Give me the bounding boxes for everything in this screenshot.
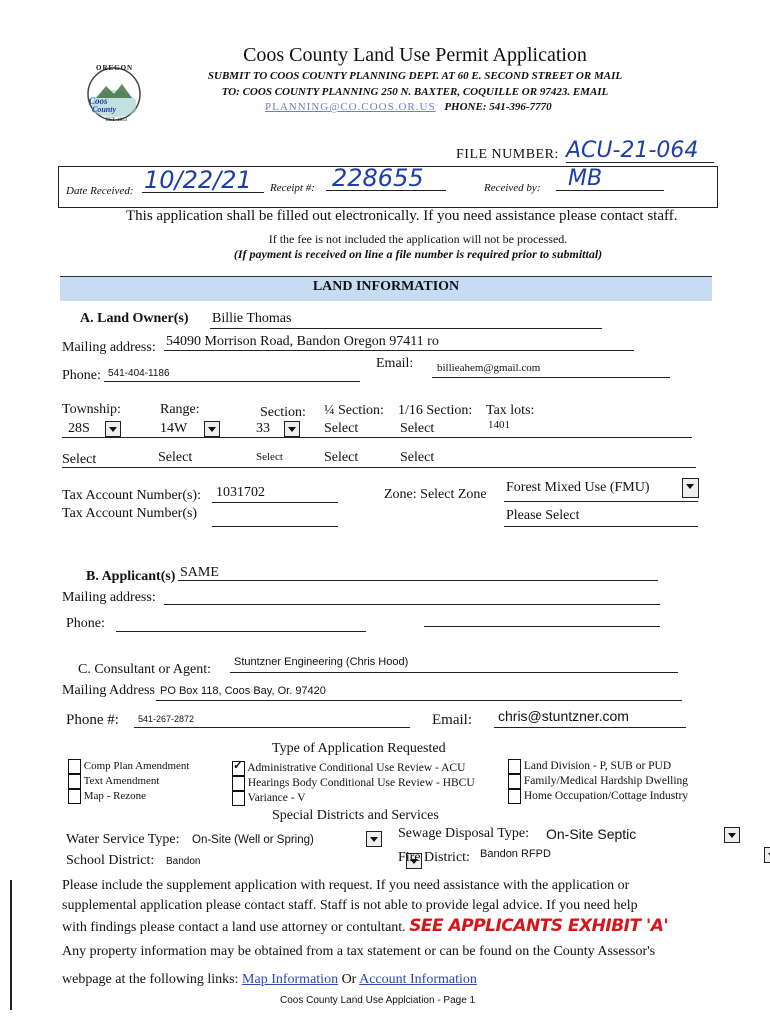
checkbox-home-occupation[interactable] bbox=[508, 789, 521, 804]
date-received-label: Date Received: bbox=[66, 185, 134, 197]
checkbox-row[interactable] bbox=[232, 776, 475, 791]
assessor-links-line bbox=[62, 972, 477, 988]
checkbox-label: Variance - V bbox=[247, 792, 306, 805]
checkbox-label: Hearings Body Conditional Use Review - HBCU bbox=[247, 777, 475, 790]
checkbox-text-amendment[interactable] bbox=[68, 774, 81, 789]
row2-select-c[interactable]: Select bbox=[256, 451, 283, 463]
email-label: Email: bbox=[376, 356, 414, 371]
districts-heading: Special Districts and Services bbox=[272, 808, 439, 823]
checkbox-row[interactable] bbox=[232, 791, 475, 806]
section-dropdown-icon[interactable] bbox=[284, 421, 300, 437]
checkbox-label: Map - Rezone bbox=[83, 790, 147, 803]
quarter-section-select[interactable]: Select bbox=[324, 421, 359, 436]
range-label: Range: bbox=[160, 402, 200, 417]
zone-value-2[interactable]: Please Select bbox=[506, 508, 580, 523]
seal-mid-text-1: Coos bbox=[89, 96, 108, 106]
seal-bottom-text: EST. 1853 bbox=[106, 118, 128, 123]
page-footer: Coos County Land Use Applciation - Page 1 bbox=[280, 995, 476, 1006]
header-line-1: SUBMIT TO COOS COUNTY PLANNING DEPT. AT 60 E. SECOND STREET OR MAIL bbox=[207, 70, 623, 82]
scan-edge-line bbox=[10, 880, 12, 1010]
seal-mid-text-2: County bbox=[92, 105, 117, 114]
section-select[interactable] bbox=[256, 421, 300, 437]
instructions-line-2: supplemental application please contact staff. Staff is not able to provide legal advice. If you need help bbox=[62, 898, 638, 913]
receipt-value: 228655 bbox=[332, 164, 424, 192]
applicant-mailing-label: Mailing address: bbox=[62, 590, 156, 605]
fire-district-dropdown-icon[interactable] bbox=[764, 847, 770, 863]
tax-account-line-1 bbox=[212, 502, 338, 503]
notice-payment: (If payment is received on line a file number is required prior to submittal) bbox=[233, 247, 603, 261]
quarter-section-label: ¼ Section: bbox=[324, 403, 384, 418]
links-prefix: webpage at the following links: bbox=[62, 972, 239, 987]
applicant-phone-label: Phone: bbox=[66, 616, 105, 631]
checkbox-label: Home Occupation/Cottage Industry bbox=[523, 790, 689, 803]
school-district-value[interactable]: Bandon bbox=[166, 856, 201, 867]
checkbox-label: Administrative Conditional Use Review - ACU bbox=[247, 762, 466, 775]
section-value: 33 bbox=[256, 421, 270, 437]
applicant-label: B. Applicant(s) bbox=[86, 569, 176, 584]
mailing-label: Mailing address: bbox=[62, 340, 156, 355]
checkbox-row[interactable] bbox=[68, 789, 189, 804]
sewage-label: Sewage Disposal Type: bbox=[398, 826, 529, 841]
file-number-value: ACU-21-064 bbox=[566, 138, 699, 163]
checkbox-hbcu[interactable] bbox=[232, 776, 245, 791]
checkbox-hardship-dwelling[interactable] bbox=[508, 774, 521, 789]
mailing-value[interactable]: 54090 Morrison Road, Bandon Oregon 97411 ro bbox=[166, 334, 439, 349]
header-line-2: TO: COOS COUNTY PLANNING 250 N. BAXTER, COQUILLE OR 97423. EMAIL bbox=[221, 86, 609, 98]
applicant-line bbox=[178, 580, 658, 581]
received-by-line bbox=[556, 190, 664, 191]
consultant-line bbox=[230, 672, 678, 673]
consultant-phone-line bbox=[134, 727, 410, 728]
tax-lot-value[interactable]: 1401 bbox=[488, 419, 510, 431]
township-dropdown-icon[interactable] bbox=[105, 421, 121, 437]
received-by-label: Received by: bbox=[484, 182, 541, 194]
land-owner-value[interactable]: Billie Thomas bbox=[212, 311, 292, 326]
range-dropdown-icon[interactable] bbox=[204, 421, 220, 437]
seal-top-text: OREGON bbox=[96, 64, 134, 72]
consultant-email-line bbox=[494, 727, 686, 728]
water-service-label: Water Service Type: bbox=[66, 832, 180, 847]
applicant-phone-line bbox=[116, 631, 366, 632]
app-type-heading: Type of Application Requested bbox=[272, 741, 446, 756]
phone-line bbox=[104, 381, 360, 382]
water-service-value[interactable]: On-Site (Well or Spring) bbox=[192, 834, 314, 846]
email-line bbox=[432, 377, 670, 378]
consultant-mailing-line bbox=[156, 700, 682, 701]
checkbox-label: Text Amendment bbox=[83, 775, 160, 788]
tax-lots-label: Tax lots: bbox=[486, 403, 535, 418]
instructions-paragraph bbox=[62, 876, 762, 938]
consultant-phone-label: Phone #: bbox=[66, 712, 119, 728]
instructions-line-1: Please include the supplement application with request. If you need assistance with the application or bbox=[62, 878, 630, 893]
header-phone: PHONE: 541-396-7770 bbox=[444, 101, 552, 113]
land-owner-line bbox=[210, 328, 602, 329]
fire-district-label: Fire District: bbox=[398, 850, 470, 865]
checkbox-map-rezone[interactable] bbox=[68, 789, 81, 804]
instructions-line-3: with findings please contact a land use attorney or contultant. SEE APPLICANTS EXHIBIT 'A' bbox=[62, 916, 669, 936]
consultant-label: C. Consultant or Agent: bbox=[78, 662, 211, 677]
school-district-label: School District: bbox=[66, 853, 155, 868]
consultant-mailing-label: Mailing Address bbox=[62, 683, 155, 698]
zone-value: Forest Mixed Use (FMU) bbox=[506, 480, 650, 495]
mailing-line bbox=[164, 350, 634, 351]
phone-label: Phone: bbox=[62, 368, 101, 383]
header-line-3 bbox=[265, 101, 552, 113]
email-value[interactable]: billieahem@gmail.com bbox=[437, 362, 541, 374]
water-service-dropdown-icon[interactable] bbox=[366, 831, 382, 847]
township-label: Township: bbox=[62, 402, 121, 417]
notice-fee: If the fee is not included the application will not be processed. bbox=[268, 232, 568, 246]
zone-select[interactable] bbox=[506, 480, 696, 496]
consultant-phone-value[interactable]: 541-267-2872 bbox=[138, 714, 195, 724]
tax-account-value-1[interactable]: 1031702 bbox=[216, 485, 265, 500]
row2-select-a[interactable]: Select bbox=[62, 452, 97, 467]
assessor-info-line: Any property information may be obtained from a tax statement or can be found on the County Assessor's bbox=[62, 944, 656, 959]
sewage-dropdown-icon[interactable] bbox=[724, 827, 740, 843]
row2-select-b[interactable]: Select bbox=[158, 450, 193, 465]
sixteenth-section-select[interactable]: Select bbox=[400, 421, 435, 436]
checkbox-acu[interactable] bbox=[232, 761, 245, 776]
zone-line-1 bbox=[504, 501, 698, 502]
row2-select-d[interactable]: Select bbox=[324, 450, 359, 465]
page-title: Coos County Land Use Permit Application bbox=[243, 44, 587, 66]
row2-select-e[interactable]: Select bbox=[400, 450, 435, 465]
applicant-value[interactable]: SAME bbox=[180, 565, 219, 580]
receipt-line bbox=[326, 190, 446, 191]
account-information-link[interactable]: Account Information bbox=[359, 972, 477, 987]
handwritten-exhibit-annotation: SEE APPLICANTS EXHIBIT 'A' bbox=[409, 916, 669, 936]
app-type-col-2 bbox=[232, 761, 475, 806]
tax-account-label-2: Tax Account Number(s) bbox=[62, 506, 198, 521]
checkbox-row[interactable] bbox=[508, 789, 688, 804]
sewage-value[interactable]: On-Site Septic bbox=[546, 826, 637, 842]
checkbox-label: Family/Medical Hardship Dwelling bbox=[523, 775, 689, 788]
township-select[interactable] bbox=[68, 421, 121, 437]
notice-main: This application shall be filled out electronically. If you need assistance please contact staff. bbox=[126, 208, 678, 224]
zone-label: Zone: Select Zone bbox=[384, 487, 487, 502]
zone-dropdown-icon[interactable] bbox=[682, 478, 699, 498]
date-received-line bbox=[142, 192, 264, 193]
range-select[interactable] bbox=[160, 421, 220, 437]
applicant-email-line bbox=[424, 626, 660, 627]
land-info-heading: LAND INFORMATION bbox=[312, 279, 460, 294]
receipt-label: Receipt #: bbox=[270, 182, 315, 194]
row2-line bbox=[62, 467, 696, 468]
checkbox-label: Land Division - P, SUB or PUD bbox=[523, 760, 672, 773]
consultant-email-value[interactable]: chris@stuntzner.com bbox=[498, 708, 629, 724]
checkbox-label: Comp Plan Amendment bbox=[83, 760, 190, 773]
fire-district-value[interactable]: Bandon RFPD bbox=[480, 848, 551, 860]
zone-line-2 bbox=[504, 526, 698, 527]
planning-email-link[interactable]: PLANNING@CO.COOS.OR.US bbox=[265, 101, 436, 113]
checkbox-row[interactable] bbox=[232, 761, 475, 776]
township-value: 28S bbox=[68, 421, 90, 437]
date-received-value: 10/22/21 bbox=[144, 166, 252, 194]
app-type-col-3 bbox=[508, 759, 688, 804]
range-value: 14W bbox=[160, 421, 187, 437]
file-number-line bbox=[566, 162, 714, 163]
land-owner-label: A. Land Owner(s) bbox=[80, 311, 189, 326]
applicant-mailing-line bbox=[164, 604, 660, 605]
phone-value[interactable]: 541-404-1186 bbox=[108, 368, 170, 379]
checkbox-row[interactable] bbox=[508, 759, 688, 774]
map-information-link[interactable]: Map Information bbox=[242, 972, 339, 987]
section-label: Section: bbox=[260, 405, 306, 420]
app-type-col-1 bbox=[68, 759, 189, 804]
checkbox-variance[interactable] bbox=[232, 791, 245, 806]
checkbox-land-division[interactable] bbox=[508, 759, 521, 774]
file-number-label: FILE NUMBER: bbox=[456, 147, 559, 162]
consultant-email-label: Email: bbox=[432, 712, 472, 728]
checkbox-row[interactable] bbox=[68, 774, 189, 789]
township-row-line bbox=[62, 437, 692, 438]
sixteenth-section-label: 1/16 Section: bbox=[398, 403, 473, 418]
checkbox-row[interactable] bbox=[508, 774, 688, 789]
links-or: Or bbox=[341, 972, 357, 987]
checkbox-row[interactable] bbox=[68, 759, 189, 774]
received-by-value: MB bbox=[568, 166, 603, 191]
consultant-value[interactable]: Stuntzner Engineering (Chris Hood) bbox=[234, 656, 409, 668]
consultant-mailing-value[interactable]: PO Box 118, Coos Bay, Or. 97420 bbox=[160, 685, 326, 697]
checkbox-comp-plan[interactable] bbox=[68, 759, 81, 774]
tax-account-label-1: Tax Account Number(s): bbox=[62, 488, 201, 503]
tax-account-line-2 bbox=[212, 526, 338, 527]
